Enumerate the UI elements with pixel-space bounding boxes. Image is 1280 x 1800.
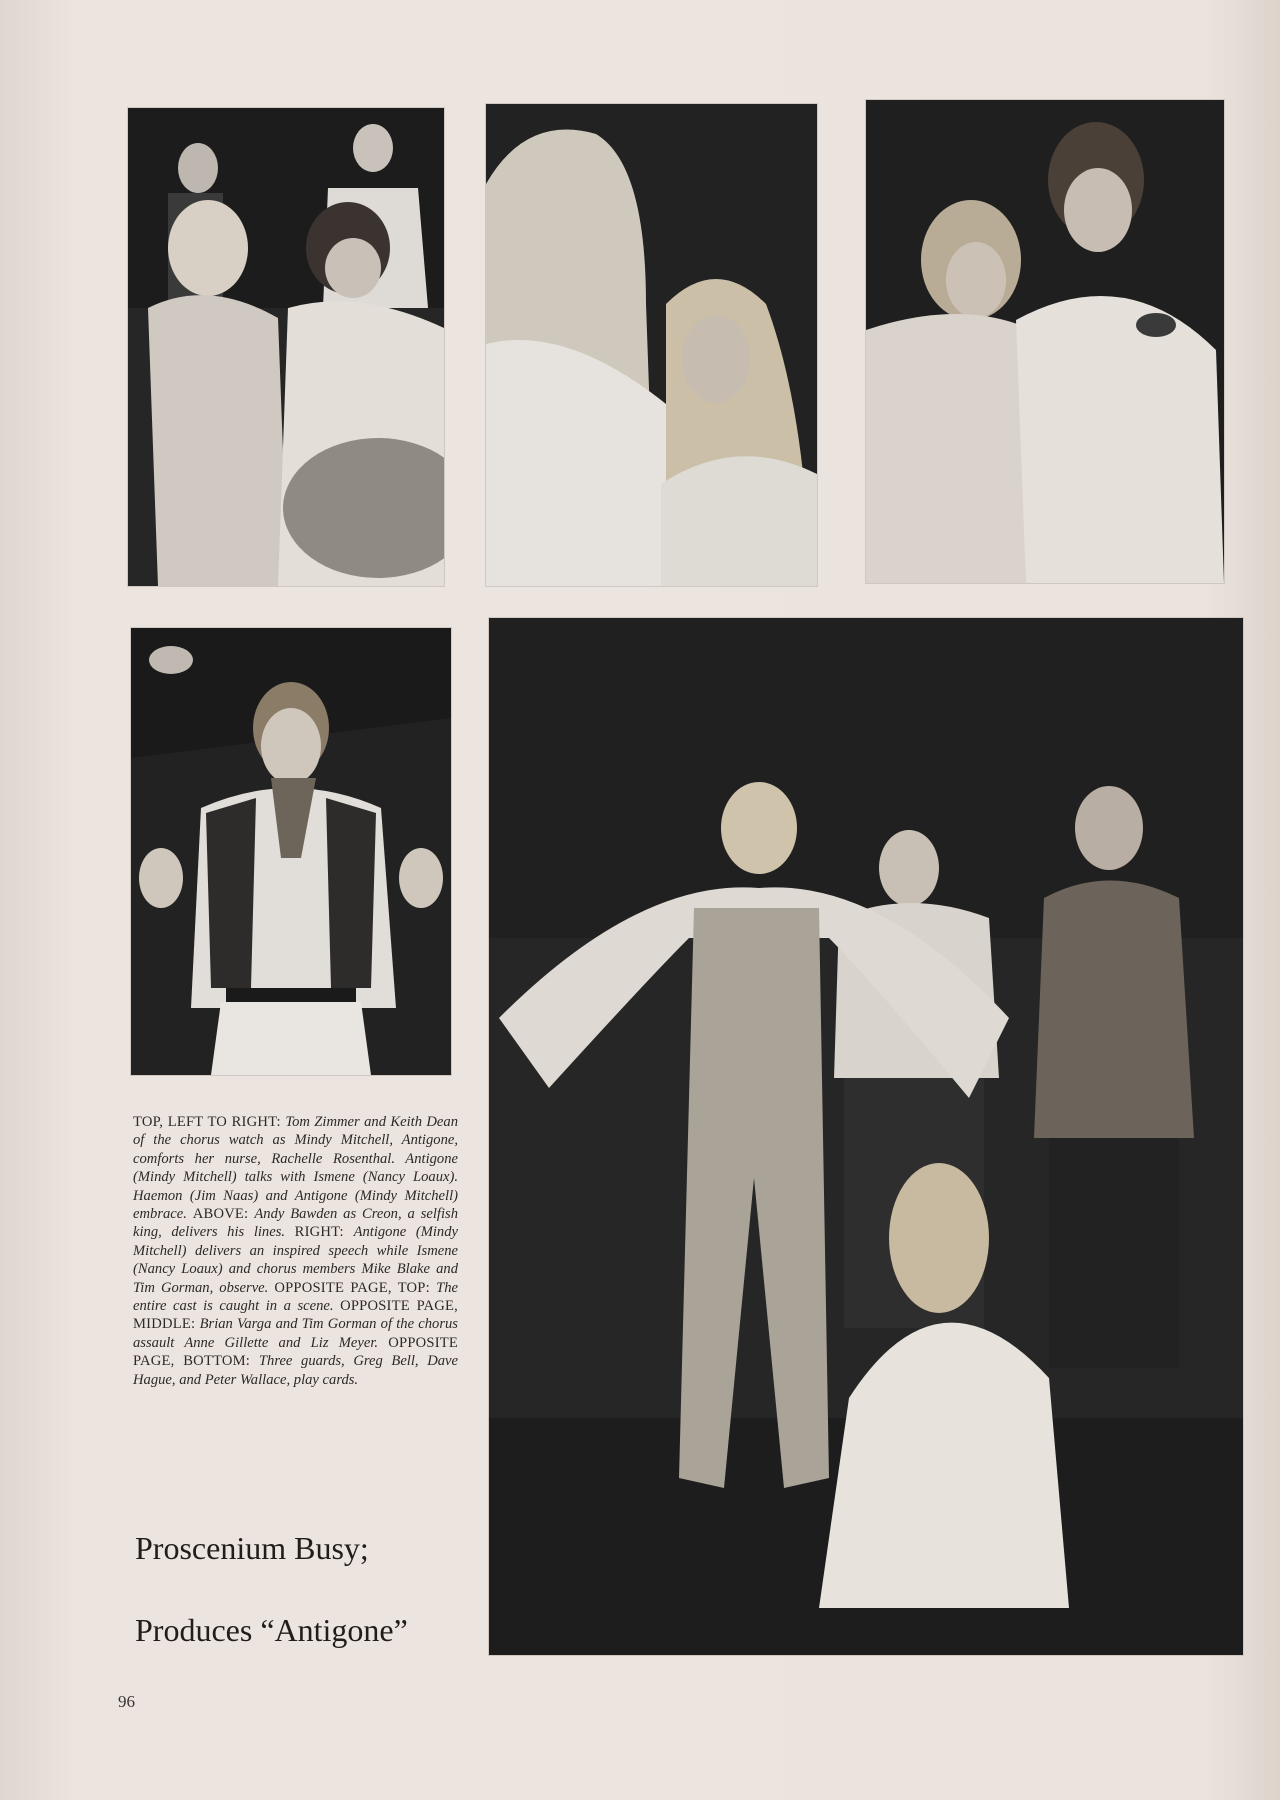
caption-text-opposite-bottom: Three guards, Greg Bell, Dave Hague, and Peter Wallace, play cards. (133, 1353, 458, 1388)
headline-line-2: Produces “Antigone” (135, 1612, 408, 1648)
caption-text-top: Tom Zimmer and Keith Dean of the chorus watch as Mindy Mitchell, Antigone, comforts her nurse, Rachelle Rosenthal. Antigone (Mindy Mitchell) talks with Ismene (Nancy Loaux). Haemon (Jim Naas) and Antigone (Mindy Mitchell) embrace. (133, 1114, 458, 1223)
photo-haemon-and-antigone-embrace (866, 100, 1224, 583)
caption-text-above: Andy Bawden as Creon, a selfish king, delivers his lines. (133, 1206, 458, 1241)
headline-line-1: Proscenium Busy; (135, 1530, 369, 1566)
caption-text-right: Antigone (Mindy Mitchell) delivers an inspired speech while Ismene (Nancy Loaux) and chorus members Mike Blake and Tim Gorman, observe. (133, 1224, 458, 1296)
photo-antigone-inspired-speech (489, 618, 1243, 1655)
caption-text-opposite-top: The entire cast is caught in a scene. (133, 1279, 458, 1315)
page-number: 96 (118, 1692, 135, 1711)
caption-lead-opposite-middle: OPPOSITE PAGE, MIDDLE: (133, 1298, 458, 1333)
photo-creon-delivers-lines (131, 628, 451, 1075)
caption-lead-right: RIGHT: (294, 1224, 354, 1241)
caption-lead-opposite-top: OPPOSITE PAGE, TOP: (274, 1279, 437, 1296)
caption-text-opposite-middle: Brian Varga and Tim Gorman of the chorus assault Anne Gillette and Liz Meyer. (133, 1316, 458, 1351)
caption-lead-above: ABOVE: (192, 1206, 255, 1223)
caption-lead-opposite-bottom: OPPOSITE PAGE, BOTTOM: (133, 1334, 458, 1370)
caption-lead-top: TOP, LEFT TO RIGHT: (133, 1114, 286, 1130)
photo-caption (133, 1113, 458, 1389)
photo-chorus-and-nurse (128, 108, 444, 586)
photo-antigone-and-ismene (486, 104, 817, 586)
